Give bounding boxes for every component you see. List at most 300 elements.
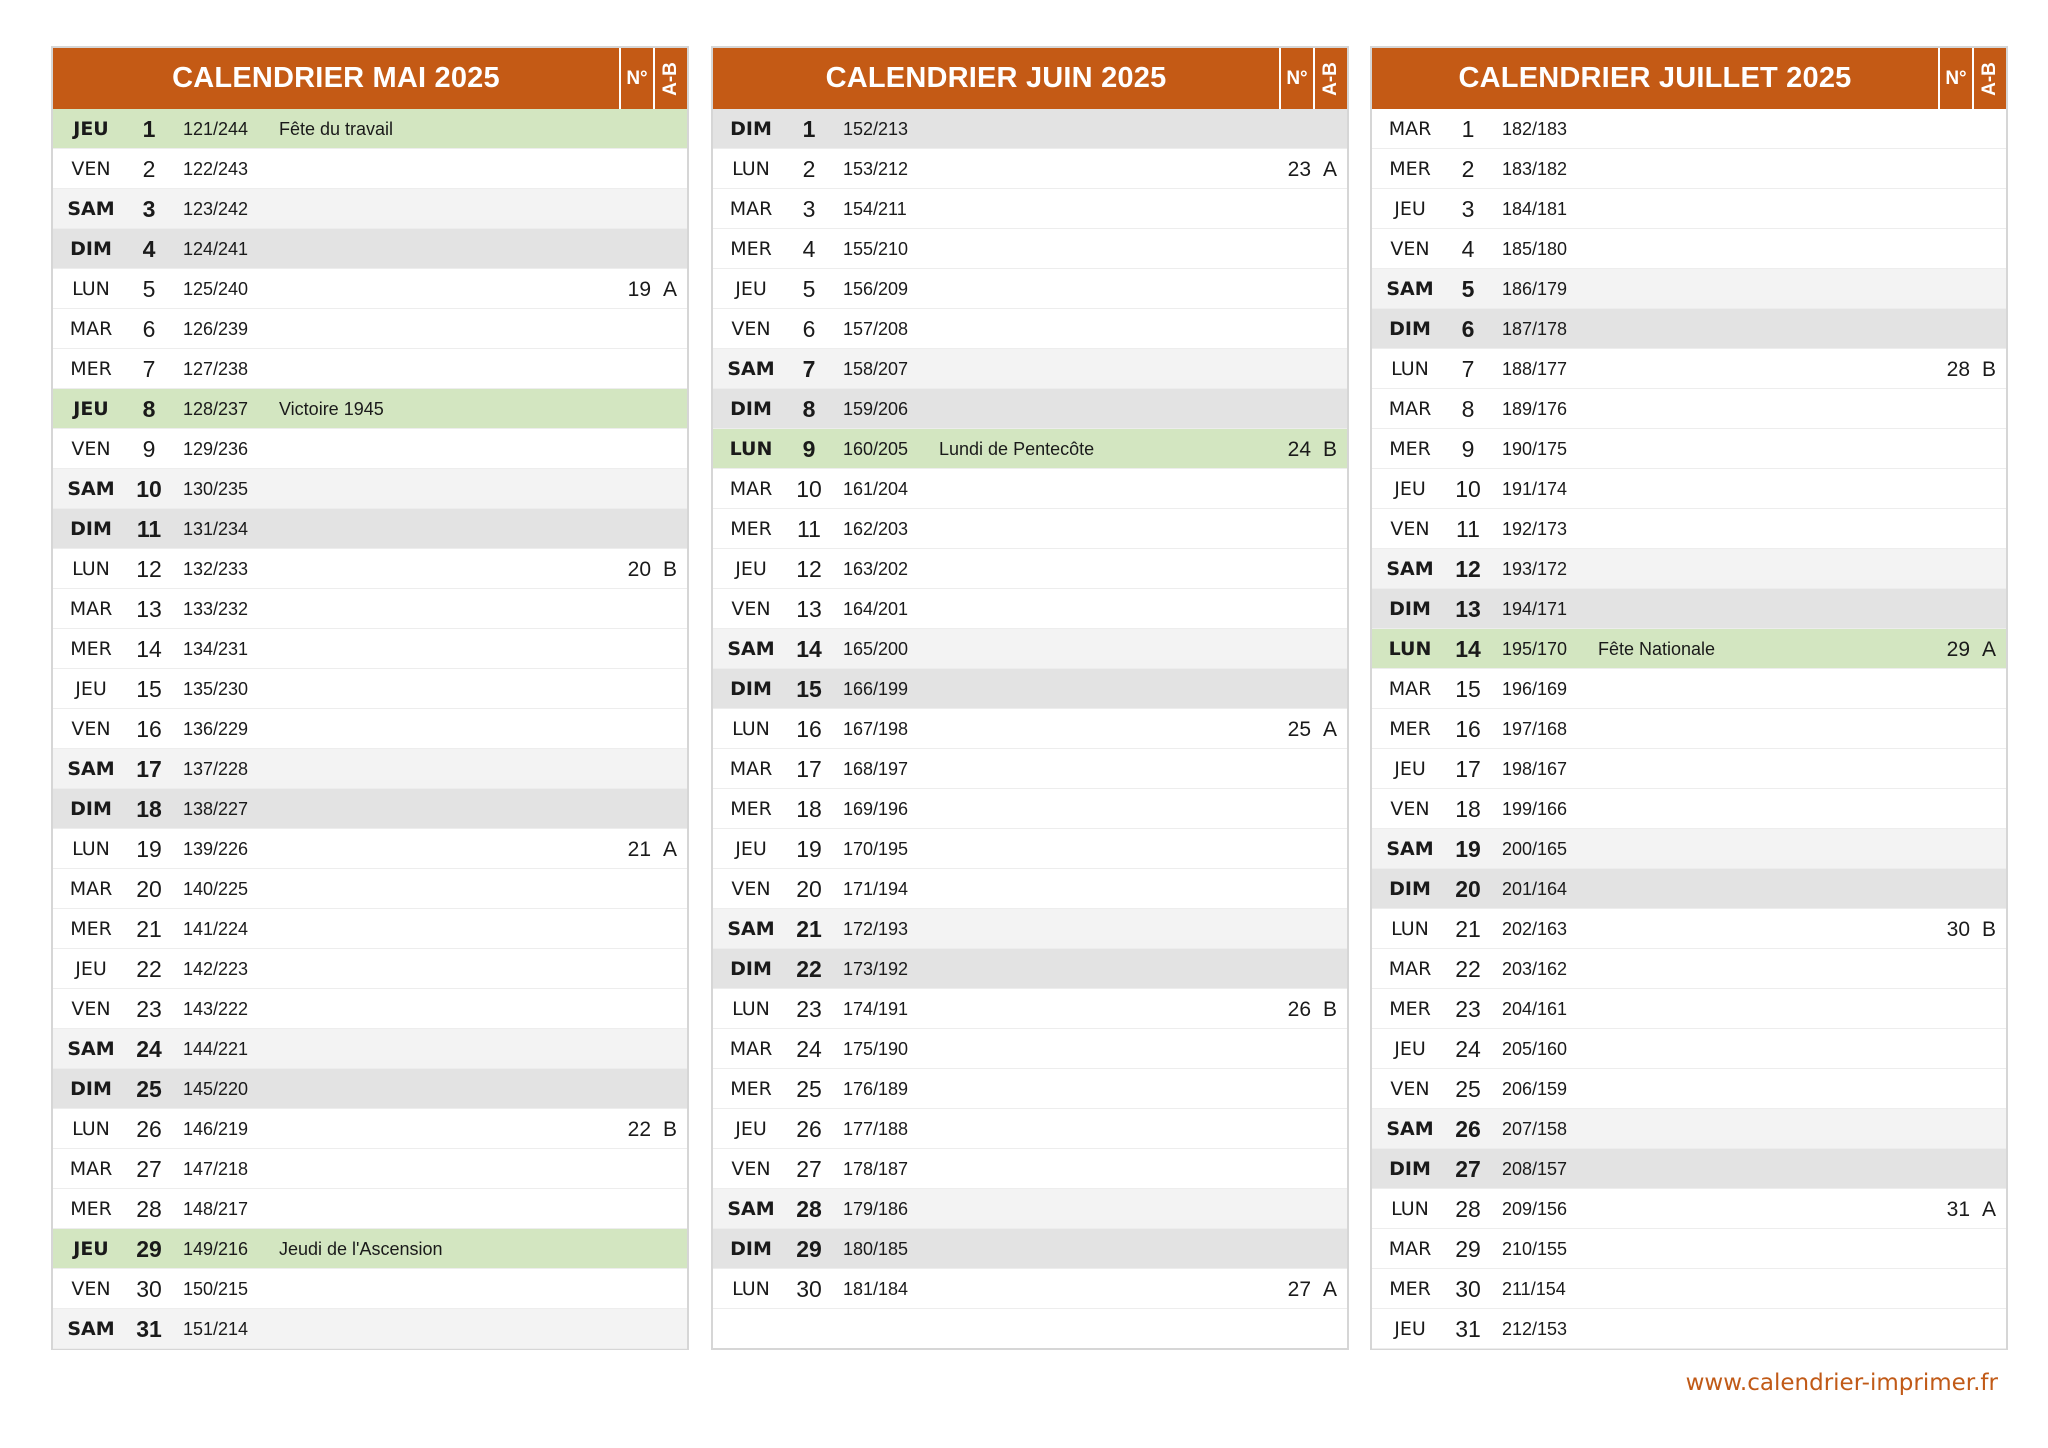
day-of-week: LUN (729, 438, 773, 460)
day-row (53, 1189, 687, 1229)
day-of-week: DIM (70, 238, 112, 260)
holiday-name: Victoire 1945 (279, 399, 384, 419)
day-number: 16 (1455, 716, 1481, 742)
year-day-counter: 176/189 (843, 1079, 909, 1099)
day-number: 30 (136, 1276, 162, 1302)
year-day-counter: 136/229 (183, 719, 249, 739)
day-row (53, 549, 687, 589)
day-row (1372, 549, 2006, 589)
day-number: 21 (796, 916, 822, 942)
day-of-week: SAM (67, 478, 115, 500)
day-of-week: DIM (1389, 318, 1431, 340)
day-row (53, 229, 687, 269)
day-number: 5 (142, 276, 156, 302)
week-number: 26 (1287, 998, 1311, 1021)
ab-week-header-label: A-B (1979, 61, 2000, 96)
day-row (713, 549, 1347, 589)
year-day-counter: 206/159 (1502, 1079, 1568, 1099)
day-of-week: MAR (69, 318, 113, 340)
day-of-week: LUN (732, 718, 770, 740)
year-day-counter: 132/233 (183, 559, 249, 579)
year-day-counter: 159/206 (843, 399, 909, 419)
day-row (713, 749, 1347, 789)
day-number: 26 (796, 1116, 822, 1142)
day-of-week: MER (1389, 158, 1431, 180)
day-row (713, 869, 1347, 909)
holiday-name: Lundi de Pentecôte (939, 439, 1095, 459)
day-number: 22 (1455, 956, 1481, 982)
day-of-week: DIM (730, 958, 772, 980)
year-day-counter: 197/168 (1502, 719, 1568, 739)
day-row (1372, 1189, 2006, 1229)
day-number: 20 (796, 876, 822, 902)
day-number: 24 (1455, 1036, 1481, 1062)
day-row (53, 1029, 687, 1069)
day-row (1372, 429, 2006, 469)
day-number: 3 (1461, 196, 1475, 222)
day-number: 8 (802, 396, 816, 422)
year-day-counter: 182/183 (1502, 119, 1568, 139)
year-day-counter: 155/210 (843, 239, 909, 259)
day-number: 19 (1455, 836, 1481, 862)
day-row (53, 1109, 687, 1149)
day-row (713, 589, 1347, 629)
day-row (53, 709, 687, 749)
day-number: 6 (142, 316, 156, 342)
day-number: 25 (796, 1076, 822, 1102)
day-of-week: MAR (69, 1158, 113, 1180)
day-of-week: LUN (1391, 918, 1429, 940)
day-number: 14 (1455, 636, 1481, 662)
day-row (713, 149, 1347, 189)
day-of-week: JEU (735, 838, 767, 860)
day-row (1372, 149, 2006, 189)
day-of-week: SAM (727, 638, 775, 660)
day-row (713, 269, 1347, 309)
year-day-counter: 188/177 (1502, 359, 1568, 379)
year-day-counter: 141/224 (183, 919, 249, 939)
day-of-week: SAM (67, 1038, 115, 1060)
day-number: 19 (796, 836, 822, 862)
week-number: 31 (1946, 1198, 1970, 1221)
day-row (713, 989, 1347, 1029)
year-day-counter: 148/217 (183, 1199, 249, 1219)
day-row (53, 429, 687, 469)
month-header (53, 48, 687, 109)
week-number: 21 (627, 838, 651, 861)
day-row (53, 349, 687, 389)
day-of-week: MAR (729, 1038, 773, 1060)
day-row (53, 1149, 687, 1189)
year-day-counter: 144/221 (183, 1039, 249, 1059)
year-day-counter: 166/199 (843, 679, 909, 699)
day-number: 3 (142, 196, 156, 222)
day-row (53, 469, 687, 509)
week-ab-label: A (662, 278, 677, 301)
day-row (713, 109, 1347, 149)
day-row (1372, 869, 2006, 909)
day-of-week: DIM (1389, 878, 1431, 900)
day-number: 10 (796, 476, 822, 502)
day-number: 9 (802, 436, 816, 462)
day-of-week: MAR (1388, 678, 1432, 700)
day-of-week: JEU (1394, 1318, 1426, 1340)
day-number: 5 (1461, 276, 1475, 302)
day-of-week: DIM (730, 678, 772, 700)
day-of-week: SAM (67, 198, 115, 220)
day-number: 29 (1455, 1236, 1481, 1262)
day-row (53, 869, 687, 909)
day-number: 17 (1455, 756, 1481, 782)
day-number: 23 (136, 996, 162, 1022)
year-day-counter: 134/231 (183, 639, 249, 659)
year-day-counter: 191/174 (1502, 479, 1568, 499)
day-number: 17 (796, 756, 822, 782)
day-of-week: LUN (1388, 638, 1432, 660)
day-number: 29 (796, 1236, 822, 1262)
day-of-week: MER (70, 638, 112, 660)
day-row (1372, 669, 2006, 709)
day-number: 3 (802, 196, 816, 222)
year-day-counter: 129/236 (183, 439, 249, 459)
day-row (713, 789, 1347, 829)
day-row (1372, 949, 2006, 989)
day-of-week: LUN (732, 998, 770, 1020)
holiday-name: Fête Nationale (1598, 639, 1716, 659)
day-number: 4 (142, 236, 156, 262)
day-of-week: JEU (1394, 478, 1426, 500)
day-of-week: JEU (735, 558, 767, 580)
day-number: 23 (1455, 996, 1481, 1022)
year-day-counter: 196/169 (1502, 679, 1568, 699)
year-day-counter: 169/196 (843, 799, 909, 819)
day-of-week: MER (70, 1198, 112, 1220)
website-link[interactable]: www.calendrier-imprimer.fr (1685, 1370, 1998, 1396)
year-day-counter: 190/175 (1502, 439, 1568, 459)
day-of-week: MER (730, 238, 772, 260)
year-day-counter: 209/156 (1502, 1199, 1568, 1219)
week-ab-label: A (1981, 638, 1996, 661)
day-row (713, 1229, 1347, 1269)
day-of-week: JEU (75, 958, 107, 980)
week-ab-label: A (662, 838, 677, 861)
day-row (53, 589, 687, 629)
day-of-week: SAM (1386, 558, 1434, 580)
week-number: 27 (1287, 1278, 1311, 1301)
day-number: 6 (802, 316, 816, 342)
month-title: CALENDRIER JUIN 2025 (825, 62, 1167, 94)
holiday-name: Fête du travail (279, 119, 394, 139)
day-row (713, 1069, 1347, 1109)
month-title: CALENDRIER MAI 2025 (172, 62, 500, 94)
week-ab-label: A (1322, 718, 1337, 741)
day-of-week: VEN (731, 878, 771, 900)
day-number: 12 (1455, 556, 1481, 582)
year-day-counter: 173/192 (843, 959, 909, 979)
day-of-week: VEN (731, 1158, 771, 1180)
year-day-counter: 199/166 (1502, 799, 1568, 819)
day-number: 21 (1455, 916, 1481, 942)
day-of-week: JEU (735, 1118, 767, 1140)
day-of-week: SAM (1386, 1118, 1434, 1140)
day-number: 7 (1461, 356, 1475, 382)
day-row (1372, 269, 2006, 309)
day-of-week: VEN (71, 998, 111, 1020)
day-row (1372, 1029, 2006, 1069)
day-number: 11 (1456, 516, 1480, 542)
day-row (1372, 1069, 2006, 1109)
day-of-week: JEU (73, 1238, 109, 1260)
day-number: 18 (136, 796, 162, 822)
day-row (53, 1269, 687, 1309)
day-row (713, 349, 1347, 389)
day-row (53, 109, 687, 149)
week-number: 22 (627, 1118, 651, 1141)
day-row (1372, 589, 2006, 629)
year-day-counter: 180/185 (843, 1239, 909, 1259)
day-row (1372, 829, 2006, 869)
year-day-counter: 124/241 (183, 239, 249, 259)
year-day-counter: 177/188 (843, 1119, 909, 1139)
year-day-counter: 198/167 (1502, 759, 1568, 779)
week-number: 28 (1946, 358, 1970, 381)
day-row (713, 669, 1347, 709)
day-of-week: MAR (729, 758, 773, 780)
year-day-counter: 158/207 (843, 359, 909, 379)
day-row (1372, 229, 2006, 269)
day-number: 15 (796, 676, 822, 702)
day-number: 9 (1461, 436, 1475, 462)
year-day-counter: 172/193 (843, 919, 909, 939)
year-day-counter: 145/220 (183, 1079, 249, 1099)
day-number: 18 (796, 796, 822, 822)
week-ab-label: B (662, 558, 677, 581)
day-of-week: DIM (730, 1238, 772, 1260)
day-number: 12 (796, 556, 822, 582)
day-number: 28 (136, 1196, 162, 1222)
day-of-week: JEU (75, 678, 107, 700)
year-day-counter: 175/190 (843, 1039, 909, 1059)
week-ab-label: A (1981, 1198, 1996, 1221)
year-day-counter: 203/162 (1502, 959, 1568, 979)
year-day-counter: 186/179 (1502, 279, 1568, 299)
day-of-week: MAR (729, 198, 773, 220)
month-table-may (51, 46, 689, 1350)
year-day-counter: 128/237 (183, 399, 249, 419)
day-of-week: LUN (72, 558, 110, 580)
day-of-week: VEN (1390, 518, 1430, 540)
day-of-week: JEU (1394, 198, 1426, 220)
day-of-week: SAM (727, 1198, 775, 1220)
day-of-week: LUN (72, 1118, 110, 1140)
day-of-week: VEN (731, 598, 771, 620)
day-number: 22 (136, 956, 162, 982)
month-title: CALENDRIER JUILLET 2025 (1458, 62, 1852, 94)
day-of-week: MER (1389, 438, 1431, 460)
year-day-counter: 185/180 (1502, 239, 1568, 259)
year-day-counter: 139/226 (183, 839, 249, 859)
day-number: 28 (796, 1196, 822, 1222)
week-ab-label: B (1322, 998, 1337, 1021)
year-day-counter: 207/158 (1502, 1119, 1568, 1139)
year-day-counter: 211/154 (1502, 1279, 1566, 1299)
day-row (53, 309, 687, 349)
day-number: 27 (796, 1156, 822, 1182)
empty-row (713, 1309, 1347, 1349)
year-day-counter: 133/232 (183, 599, 249, 619)
day-of-week: SAM (67, 1318, 115, 1340)
day-row (53, 149, 687, 189)
day-of-week: LUN (732, 1278, 770, 1300)
day-of-week: MAR (1388, 958, 1432, 980)
week-ab-label: A (1322, 1278, 1337, 1301)
year-day-counter: 164/201 (843, 599, 909, 619)
year-day-counter: 189/176 (1502, 399, 1568, 419)
day-number: 22 (796, 956, 822, 982)
day-of-week: JEU (73, 398, 109, 420)
day-row (713, 1109, 1347, 1149)
week-number: 19 (627, 278, 651, 301)
week-ab-label: B (662, 1118, 677, 1141)
year-day-counter: 195/170 (1502, 639, 1568, 659)
year-day-counter: 183/182 (1502, 159, 1568, 179)
day-number: 1 (142, 116, 156, 142)
day-row (713, 1149, 1347, 1189)
day-row (1372, 629, 2006, 669)
day-of-week: DIM (70, 1078, 112, 1100)
day-row (1372, 469, 2006, 509)
year-day-counter: 150/215 (183, 1279, 249, 1299)
day-of-week: SAM (1386, 838, 1434, 860)
day-of-week: MAR (1388, 1238, 1432, 1260)
day-of-week: MAR (1388, 118, 1432, 140)
day-number: 31 (1455, 1316, 1481, 1342)
year-day-counter: 122/243 (183, 159, 249, 179)
day-row (53, 829, 687, 869)
day-row (53, 1309, 687, 1349)
year-day-counter: 142/223 (183, 959, 249, 979)
year-day-counter: 167/198 (843, 719, 909, 739)
day-number: 10 (1455, 476, 1481, 502)
day-number: 28 (1455, 1196, 1481, 1222)
week-number: 23 (1287, 158, 1311, 181)
day-number: 20 (136, 876, 162, 902)
year-day-counter: 146/219 (183, 1119, 249, 1139)
year-day-counter: 162/203 (843, 519, 909, 539)
day-number: 15 (1455, 676, 1481, 702)
day-of-week: DIM (70, 518, 112, 540)
day-number: 21 (136, 916, 162, 942)
year-day-counter: 123/242 (183, 199, 249, 219)
day-of-week: MER (70, 358, 112, 380)
day-row (1372, 1309, 2006, 1349)
week-number: 29 (1946, 638, 1970, 661)
year-day-counter: 126/239 (183, 319, 249, 339)
week-number: 30 (1946, 918, 1970, 941)
year-day-counter: 160/205 (843, 439, 909, 459)
day-of-week: VEN (731, 318, 771, 340)
ab-week-header-label: A-B (1320, 61, 1341, 96)
day-of-week: SAM (727, 918, 775, 940)
day-of-week: MER (730, 518, 772, 540)
week-ab-label: B (1322, 438, 1337, 461)
day-of-week: VEN (71, 718, 111, 740)
day-number: 8 (1461, 396, 1475, 422)
day-of-week: MAR (1388, 398, 1432, 420)
year-day-counter: 127/238 (183, 359, 249, 379)
year-day-counter: 204/161 (1502, 999, 1568, 1019)
month-table-july (1370, 46, 2008, 1350)
year-day-counter: 178/187 (843, 1159, 909, 1179)
day-number: 11 (797, 516, 821, 542)
day-of-week: VEN (71, 158, 111, 180)
day-row (53, 269, 687, 309)
year-day-counter: 121/244 (183, 119, 249, 139)
day-row (53, 789, 687, 829)
day-number: 25 (1455, 1076, 1481, 1102)
day-row (713, 429, 1347, 469)
day-of-week: DIM (730, 398, 772, 420)
day-of-week: JEU (735, 278, 767, 300)
day-of-week: DIM (70, 798, 112, 820)
day-row (713, 709, 1347, 749)
day-row (53, 1069, 687, 1109)
day-row (53, 669, 687, 709)
day-number: 13 (1455, 596, 1481, 622)
day-of-week: SAM (1386, 278, 1434, 300)
day-of-week: SAM (67, 758, 115, 780)
day-number: 14 (796, 636, 822, 662)
day-row (1372, 189, 2006, 229)
day-of-week: LUN (72, 278, 110, 300)
day-number: 26 (1455, 1116, 1481, 1142)
day-number: 2 (142, 156, 156, 182)
day-of-week: MER (70, 918, 112, 940)
year-day-counter: 130/235 (183, 479, 249, 499)
day-row (1372, 709, 2006, 749)
day-row (713, 469, 1347, 509)
day-row (1372, 309, 2006, 349)
day-of-week: LUN (1391, 358, 1429, 380)
week-number: 20 (627, 558, 651, 581)
day-row (1372, 1269, 2006, 1309)
week-number-header: N° (619, 48, 653, 109)
day-number: 27 (1455, 1156, 1481, 1182)
day-of-week: DIM (1389, 598, 1431, 620)
week-number-header: N° (1938, 48, 1972, 109)
year-day-counter: 210/155 (1502, 1239, 1568, 1259)
week-number: 25 (1287, 718, 1311, 741)
year-day-counter: 161/204 (843, 479, 909, 499)
day-row (713, 189, 1347, 229)
day-row (53, 989, 687, 1029)
day-of-week: JEU (1394, 1038, 1426, 1060)
day-number: 2 (802, 156, 816, 182)
week-number: 24 (1287, 438, 1311, 461)
day-of-week: MAR (729, 478, 773, 500)
day-of-week: VEN (71, 438, 111, 460)
holiday-name: Jeudi de l'Ascension (279, 1239, 443, 1259)
day-of-week: LUN (1391, 1198, 1429, 1220)
year-day-counter: 152/213 (843, 119, 909, 139)
ab-week-header-label: A-B (660, 61, 681, 96)
day-number: 30 (1455, 1276, 1481, 1302)
day-of-week: DIM (1389, 1158, 1431, 1180)
year-day-counter: 151/214 (183, 1319, 249, 1339)
day-number: 25 (136, 1076, 162, 1102)
day-number: 16 (136, 716, 162, 742)
day-number: 31 (136, 1316, 162, 1342)
